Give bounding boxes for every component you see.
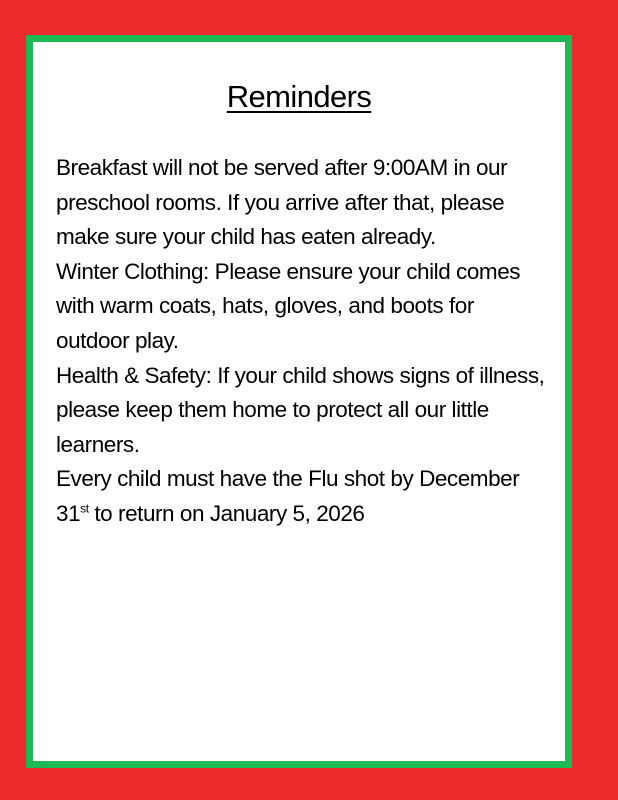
health-safety-reminder: Health & Safety: If your child shows signs of illness, please keep them home to protect all our little learners.: [56, 362, 545, 457]
flu-shot-text-before: Every child must have the Flu shot by December 31: [56, 466, 520, 526]
flu-shot-reminder: [56, 462, 546, 531]
reminder-panel: [26, 35, 572, 768]
winter-clothing-reminder: Winter Clothing: Please ensure your child comes with warm coats, hats, gloves, and boots for outdoor play.: [56, 258, 521, 353]
flu-shot-text-after: to return on January 5, 2026: [88, 500, 365, 526]
breakfast-reminder: Breakfast will not be served after 9:00AM in our preschool rooms. If you arrive after that, please make sure your child has eaten already.: [56, 155, 508, 250]
page-title: Reminders: [226, 79, 372, 114]
flu-shot-ordinal: st: [80, 501, 89, 516]
reminders-body: [56, 151, 546, 532]
